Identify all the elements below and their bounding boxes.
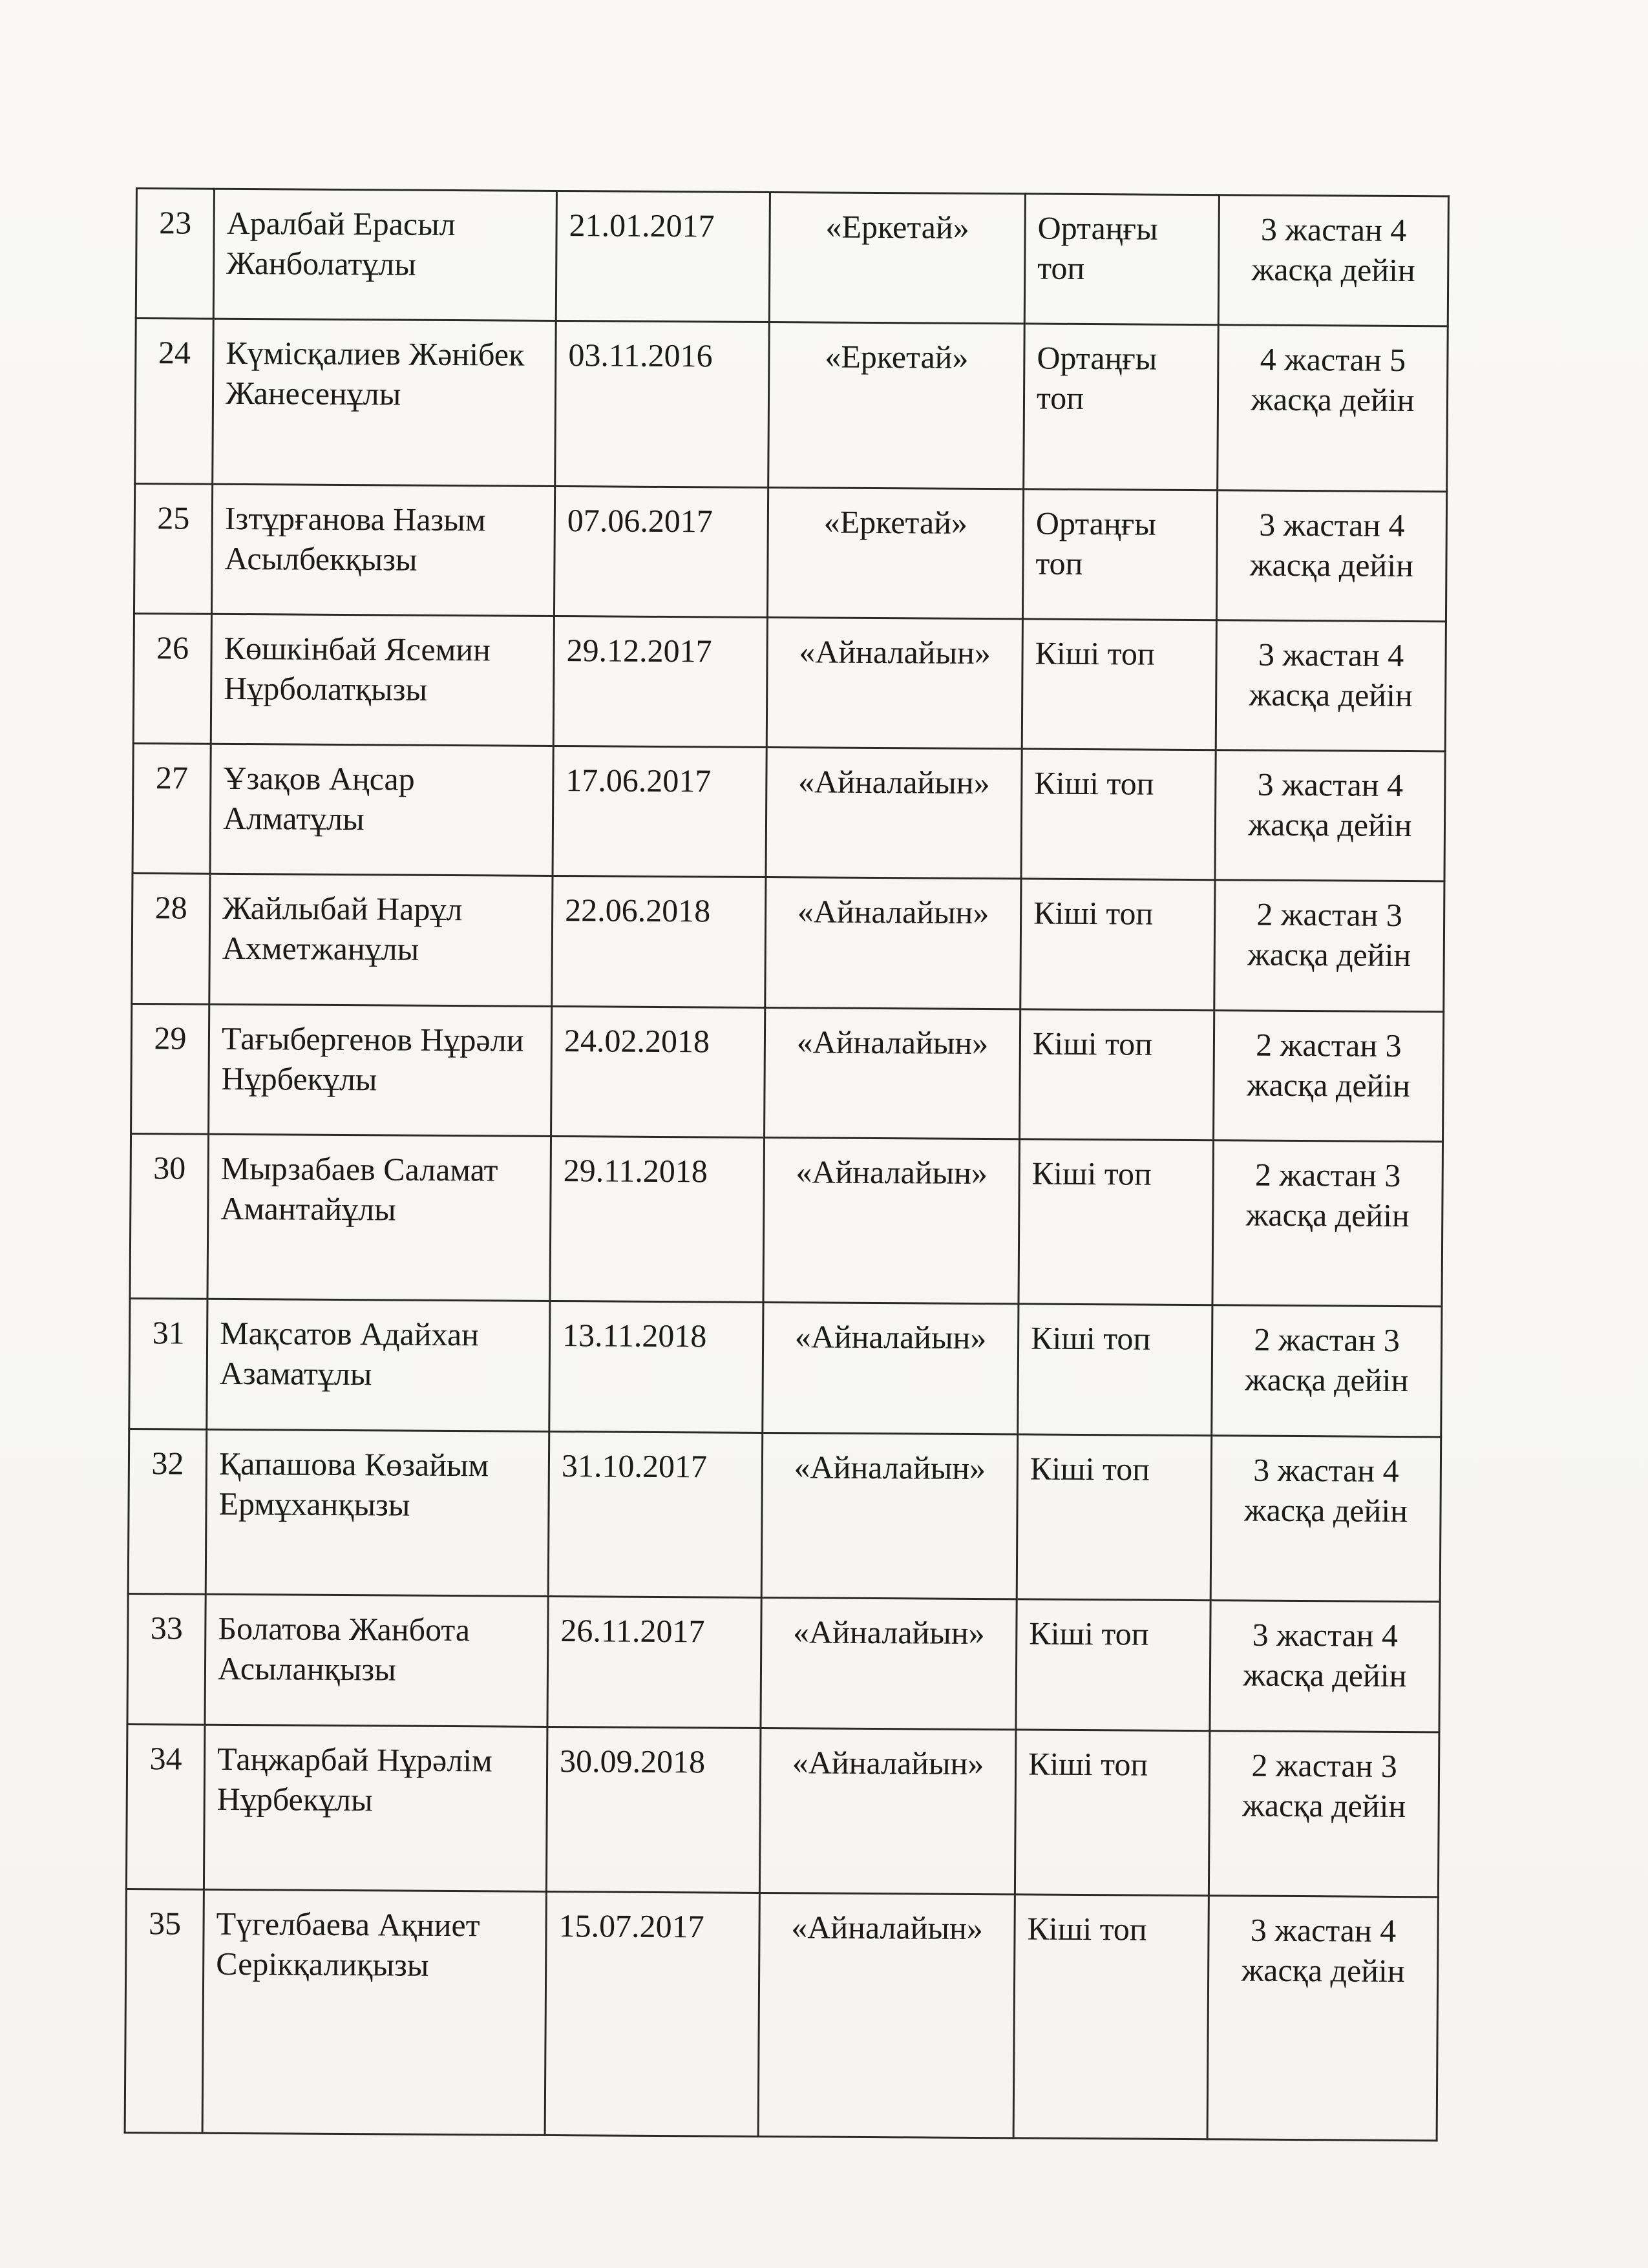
child-name: Көшкінбай Ясемин Нұрболатқызы: [211, 614, 554, 746]
table-row: [132, 874, 1444, 1012]
table-row: [127, 1594, 1440, 1732]
group-level: Кіші топ: [1020, 1009, 1214, 1140]
table-row: [125, 1889, 1438, 2141]
row-number: 25: [134, 483, 212, 614]
age-range: 3 жастан 4 жасқа дейін: [1210, 1601, 1440, 1732]
child-name: Түгелбаева Ақниет Серікқалиқызы: [202, 1889, 546, 2135]
table-row: [130, 1133, 1443, 1307]
table-row: [136, 189, 1448, 327]
group-name: «Айналайын»: [766, 748, 1022, 879]
group-level: Кіші топ: [1013, 1895, 1209, 2139]
row-number: 28: [132, 874, 210, 1004]
age-range: 2 жастан 3 жасқа дейін: [1214, 880, 1444, 1011]
group-level: Ортаңғы топ: [1022, 489, 1217, 620]
child-name: Аралбай Ерасыл Жанболатұлы: [213, 189, 556, 320]
group-level: Кіші топ: [1020, 879, 1215, 1010]
group-level: Кіші топ: [1017, 1434, 1212, 1601]
child-name: Таңжарбай Нұрәлім Нұрбекұлы: [204, 1725, 547, 1892]
birth-date: 13.11.2018: [549, 1301, 763, 1433]
birth-date: 26.11.2017: [547, 1597, 761, 1728]
group-name: «Айналайын»: [763, 1137, 1020, 1304]
table-row: [132, 744, 1445, 882]
child-name: Ізтұрғанова Назым Асылбекқызы: [211, 484, 555, 616]
row-number: 35: [125, 1889, 204, 2134]
row-number: 31: [129, 1299, 207, 1429]
group-level: Ортаңғы топ: [1024, 324, 1219, 490]
birth-date: 21.01.2017: [556, 191, 770, 322]
age-range: 3 жастан 4 жасқа дейін: [1215, 750, 1445, 881]
child-name: Мырзабаев Саламат Амантайұлы: [207, 1134, 551, 1301]
table-row: [128, 1429, 1441, 1602]
group-name: «Айналайын»: [759, 1728, 1016, 1895]
group-name: «Еркетай»: [767, 487, 1023, 619]
birth-date: 29.11.2018: [550, 1136, 765, 1303]
child-name: Қапашова Көзайым Ермұханқызы: [206, 1429, 549, 1597]
table-row: [131, 1003, 1444, 1142]
age-range: 4 жастан 5 жасқа дейін: [1218, 325, 1448, 492]
row-number: 32: [128, 1429, 207, 1594]
child-name: Мақсатов Адайхан Азаматұлы: [207, 1299, 550, 1431]
birth-date: 03.11.2016: [555, 321, 770, 488]
age-range: 2 жастан 3 жасқа дейін: [1212, 1140, 1443, 1307]
table-row: [129, 1299, 1442, 1437]
birth-date: 17.06.2017: [553, 746, 766, 877]
row-number: 30: [130, 1133, 209, 1299]
group-name: «Айналайын»: [765, 877, 1021, 1009]
birth-date: 31.10.2017: [548, 1431, 763, 1598]
row-number: 23: [136, 189, 214, 319]
birth-date: 22.06.2018: [552, 876, 766, 1007]
birth-date: 15.07.2017: [545, 1892, 759, 2137]
table-row: [135, 319, 1448, 492]
group-level: Кіші топ: [1019, 1139, 1214, 1305]
group-name: «Айналайын»: [765, 1007, 1020, 1139]
birth-date: 07.06.2017: [554, 486, 768, 617]
row-number: 27: [132, 744, 211, 874]
table-row: [134, 483, 1446, 622]
age-range: 2 жастан 3 жасқа дейін: [1212, 1305, 1442, 1436]
group-level: Кіші топ: [1016, 1599, 1210, 1730]
table-row: [133, 614, 1446, 752]
group-name: «Еркетай»: [768, 322, 1025, 489]
child-name: Күмісқалиев Жәнібек Жанесенұлы: [213, 319, 556, 486]
children-roster-table: [124, 187, 1450, 2141]
age-range: 3 жастан 4 жасқа дейін: [1216, 490, 1446, 622]
group-name: «Айналайын»: [761, 1598, 1017, 1730]
age-range: 3 жастан 4 жасқа дейін: [1207, 1896, 1438, 2141]
age-range: 3 жастан 4 жасқа дейін: [1216, 620, 1446, 751]
age-range: 3 жастан 4 жасқа дейін: [1218, 195, 1448, 326]
birth-date: 24.02.2018: [551, 1006, 765, 1137]
group-level: Кіші топ: [1021, 749, 1216, 880]
group-name: «Айналайын»: [761, 1433, 1018, 1599]
group-name: «Айналайын»: [763, 1303, 1019, 1434]
birth-date: 29.12.2017: [553, 616, 767, 747]
group-level: Кіші топ: [1018, 1304, 1212, 1435]
age-range: 2 жастан 3 жасқа дейін: [1209, 1730, 1439, 1897]
age-range: 3 жастан 4 жасқа дейін: [1210, 1435, 1441, 1602]
child-name: Болатова Жанбота Асыланқызы: [205, 1594, 548, 1726]
table-row: [126, 1724, 1439, 1897]
birth-date: 30.09.2018: [546, 1727, 761, 1893]
group-level: Кіші топ: [1022, 619, 1216, 750]
group-name: «Айналайын»: [766, 618, 1022, 750]
row-number: 34: [126, 1724, 205, 1889]
group-name: «Айналайын»: [758, 1893, 1015, 2138]
child-name: Жайлыбай Нарұл Ахметжанұлы: [209, 874, 553, 1006]
row-number: 33: [127, 1594, 206, 1725]
age-range: 2 жастан 3 жасқа дейін: [1214, 1010, 1444, 1141]
group-name: «Еркетай»: [769, 192, 1025, 324]
child-name: Ұзақов Аңсар Алматұлы: [210, 744, 553, 876]
child-name: Тағыбергенов Нұрәли Нұрбекұлы: [209, 1004, 552, 1136]
row-number: 26: [133, 614, 211, 744]
row-number: 24: [135, 319, 214, 484]
row-number: 29: [131, 1003, 209, 1134]
group-level: Кіші топ: [1015, 1729, 1210, 1895]
group-level: Ортаңғы топ: [1024, 194, 1219, 325]
